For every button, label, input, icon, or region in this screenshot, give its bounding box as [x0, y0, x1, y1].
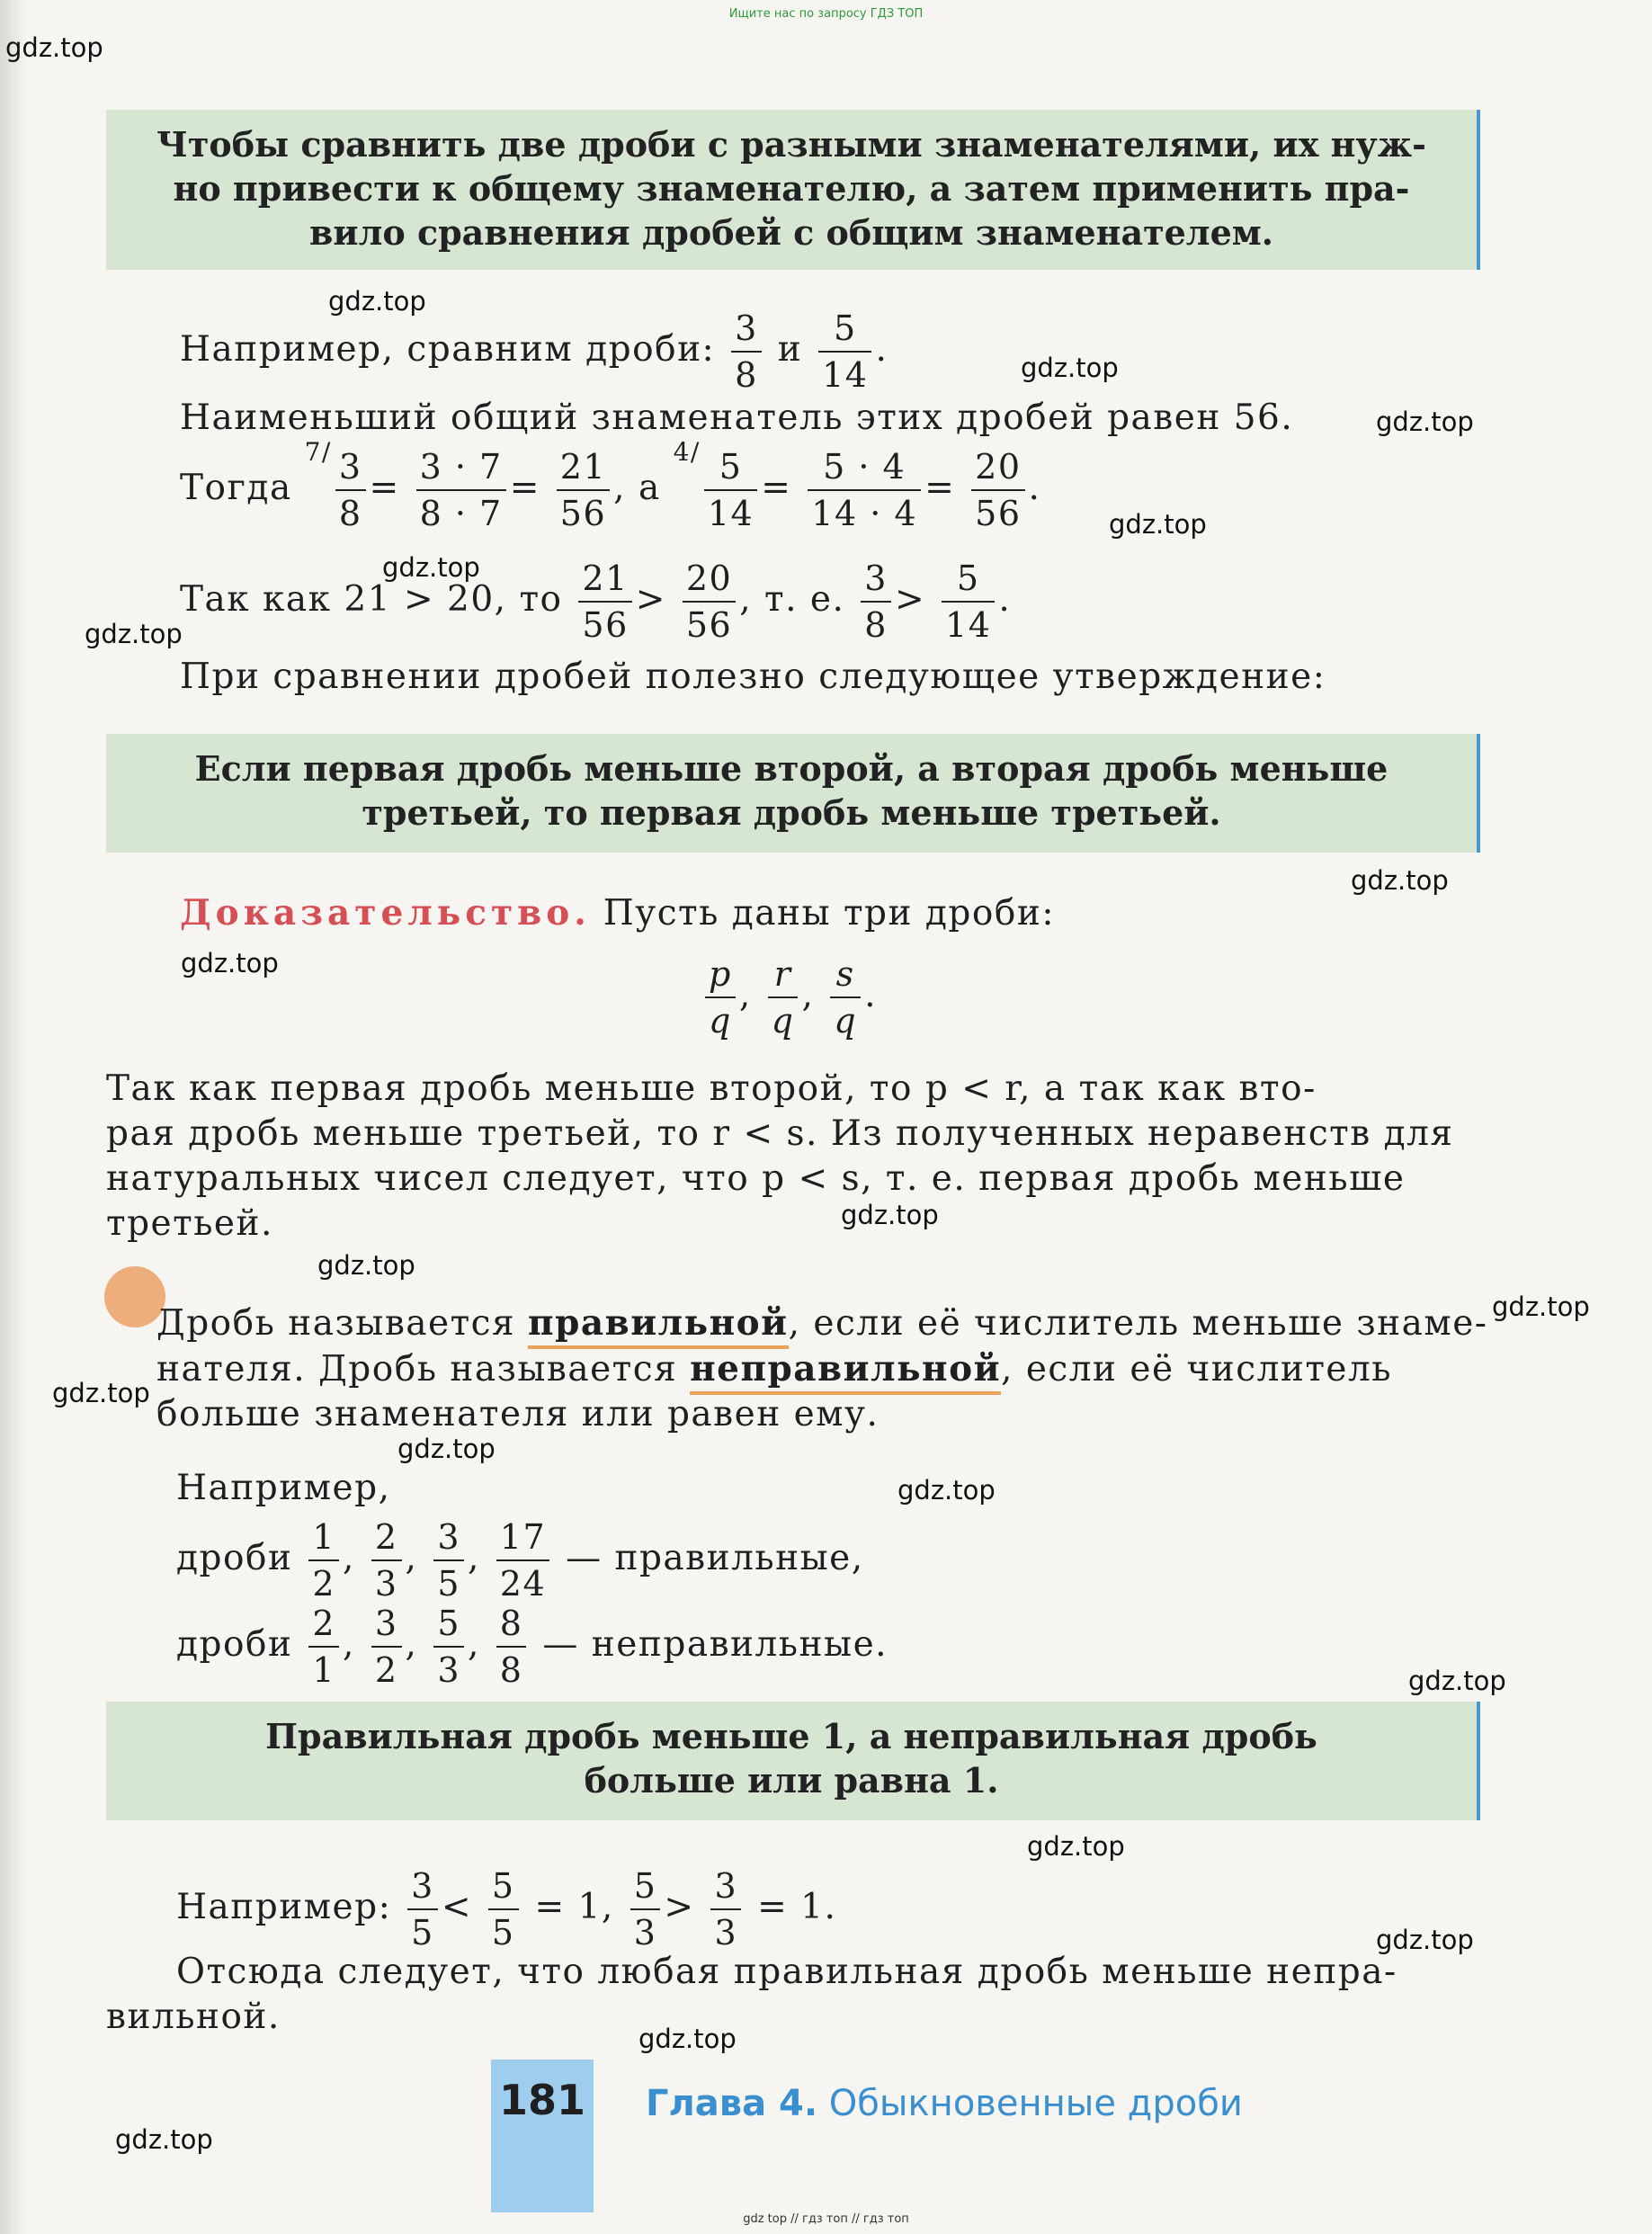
- fraction-5-14: $\frac{5}{14}$: [942, 561, 995, 642]
- chapter-name: Обыкновенные дроби: [828, 2083, 1243, 2124]
- fraction-3-8: $\frac{3}{8}$: [335, 450, 366, 531]
- improper-examples-line: дроби $\frac{2}{1}$ , $\frac{3}{2}$ , $\frac{5}{3}$ , $\frac{8}{8}$ — неправильные.: [176, 1604, 889, 1690]
- multiplier-7: 7/: [304, 437, 332, 467]
- watermark: gdz.top: [5, 32, 103, 63]
- watermark: gdz.top: [897, 1475, 996, 1506]
- conclusion-block: [106, 1950, 1398, 2040]
- conclusion-line: вильной.: [106, 1997, 281, 2037]
- improper-label: — неправильные.: [542, 1624, 889, 1665]
- definition-line: больше знаменателя или равен ему.: [156, 1394, 880, 1434]
- page-edge-shadow: [0, 0, 27, 2234]
- watermark: gdz.top: [1351, 865, 1449, 896]
- fractions-word: дроби: [176, 1624, 293, 1665]
- rule-line: вило сравнения дробей с общим знаменателем.: [309, 212, 1273, 253]
- rule-line: Чтобы сравнить две дроби с разными знаменателями, их нуж-: [156, 124, 1426, 165]
- watermark: gdz.top: [397, 1434, 496, 1464]
- term-improper: неправильной: [690, 1348, 1001, 1395]
- fraction-17-24: $\frac{17}{24}$: [496, 1520, 549, 1601]
- fraction-20-56: $\frac{20}{56}$: [683, 561, 736, 642]
- fraction-3-3: $\frac{3}{3}$: [710, 1869, 741, 1950]
- fraction-3-8: $\frac{3}{8}$: [731, 311, 762, 392]
- fraction-r-q: $\frac{r}{q}$: [768, 957, 799, 1038]
- lcd-line: Наименьший общий знаменатель этих дробей равен 56.: [180, 398, 1294, 438]
- term-proper: правильной: [528, 1302, 789, 1349]
- fraction-1-2: $\frac{1}{2}$: [308, 1520, 339, 1601]
- proof-label: Доказательство.: [180, 892, 591, 934]
- watermark: gdz.top: [115, 2124, 213, 2155]
- fraction-3-5: $\frac{3}{5}$: [407, 1869, 438, 1950]
- watermark: gdz.top: [181, 948, 279, 978]
- top-note: Ищите нас по запросу ГДЗ ТОП: [728, 7, 924, 21]
- since-line: Так как 21 > 20, то $\frac{21}{56}$ > $\frac{20}{56}$ , т. е. $\frac{3}{8}$ > $\frac{5}{14}$ .: [180, 558, 1012, 645]
- watermark: gdz.top: [1376, 1925, 1474, 1955]
- examples-lead: Например,: [176, 1468, 391, 1508]
- equals-one: = 1.: [757, 1887, 837, 1927]
- fraction-3-2: $\frac{3}{2}$: [371, 1606, 402, 1687]
- fraction-3-8: $\frac{3}{8}$: [861, 561, 891, 642]
- fraction-5x4-14x4: $\frac{5 \cdot 4}{14 \cdot 4}$: [808, 450, 921, 531]
- ie-text: , т. е.: [739, 579, 845, 620]
- proof-fractions: $\frac{p}{q}$ , $\frac{r}{q}$ , $\frac{s}{q}$ .: [701, 957, 877, 1038]
- example3-line: Например: $\frac{3}{5}$ < $\frac{5}{5}$ = 1, $\frac{5}{3}$ > $\frac{3}{3}$ = 1.: [176, 1866, 837, 1953]
- multiplier-4: 4/: [673, 437, 701, 467]
- fraction-20-56: $\frac{20}{56}$: [971, 450, 1024, 531]
- then-word: Тогда: [180, 468, 292, 508]
- and-word: , а: [613, 468, 661, 508]
- proof-text: Пусть даны три дроби:: [603, 893, 1055, 934]
- fraction-p-q: $\frac{p}{q}$: [705, 957, 736, 1038]
- rule-line: но привести к общему знаменателю, а затем применить пра-: [173, 168, 1410, 209]
- fraction-5-14: $\frac{5}{14}$: [704, 450, 757, 531]
- watermark: gdz.top: [638, 2024, 737, 2054]
- rule-line: больше или равна 1.: [584, 1760, 999, 1801]
- watermark: gdz.top: [1109, 509, 1207, 540]
- definition-block: [156, 1300, 1487, 1437]
- definition-line: Дробь называется правильной, если её числитель меньше знаме-: [156, 1300, 1487, 1346]
- watermark: gdz.top: [317, 1250, 415, 1281]
- then-line: Тогда $^{7/}$ $\frac{3}{8}$ = $\frac{3 \cdot 7}{8 \cdot 7}$ = $\frac{21}{56}$ , а $^{4/}$ $\frac{5}{14}$ = $\frac{5 \cdot 4}{14 \cdot 4}$ = $\frac{20}{56}$ .: [180, 437, 1041, 533]
- proof-body-line: Так как первая дробь меньше второй, то p < r, а так как вто-: [106, 1068, 1317, 1109]
- fraction-2-3: $\frac{2}{3}$: [371, 1520, 402, 1601]
- proof-body-line: рая дробь меньше третьей, то r < s. Из полученных неравенств для: [106, 1113, 1454, 1154]
- rule-transitivity: [106, 734, 1480, 853]
- fraction-s-q: $\frac{s}{q}$: [830, 957, 861, 1038]
- and-word: и: [777, 329, 803, 370]
- fractions-word: дроби: [176, 1538, 293, 1578]
- watermark: gdz.top: [1027, 1831, 1125, 1862]
- since-text: Так как 21 > 20, то: [180, 579, 563, 620]
- bottom-note: gdz top // гдз топ // гдз топ: [743, 2212, 909, 2226]
- definition-line: нателя. Дробь называется неправильной, если её числитель: [156, 1346, 1487, 1392]
- page-number: 181: [491, 2060, 594, 2212]
- example-lead: Например, сравним дроби:: [180, 329, 716, 370]
- chapter-title: [646, 2083, 1243, 2124]
- watermark: gdz.top: [841, 1200, 939, 1230]
- rule-line: Правильная дробь меньше 1, а неправильная дробь: [265, 1716, 1317, 1756]
- fraction-21-56: $\frac{21}{56}$: [578, 561, 631, 642]
- proof-body-line: натуральных чисел следует, что p < s, т. е. первая дробь меньше: [106, 1158, 1406, 1199]
- fraction-3-5: $\frac{3}{5}$: [433, 1520, 464, 1601]
- fraction-5-3: $\frac{5}{3}$: [630, 1869, 661, 1950]
- rule-proper-improper: [106, 1702, 1480, 1820]
- example-lead: Например:: [176, 1887, 392, 1927]
- watermark: gdz.top: [1492, 1291, 1590, 1322]
- fraction-5-5: $\frac{5}{5}$: [488, 1869, 519, 1950]
- chapter-label: Глава 4.: [646, 2083, 818, 2124]
- conclusion-line: Отсюда следует, что любая правильная дробь меньше непра-: [176, 1952, 1398, 1992]
- watermark: gdz.top: [1021, 353, 1119, 383]
- watermark: gdz.top: [85, 619, 183, 649]
- fraction-5-3: $\frac{5}{3}$: [433, 1606, 464, 1687]
- watermark: gdz.top: [52, 1378, 150, 1408]
- rule-line: третьей, то первая дробь меньше третьей.: [362, 792, 1221, 833]
- example-compare-line: Например, сравним дроби: $\frac{3}{8}$ и $\frac{5}{14}$ .: [180, 308, 889, 395]
- watermark: gdz.top: [1376, 407, 1474, 437]
- useful-statement-line: При сравнении дробей полезно следующее утверждение:: [180, 657, 1326, 697]
- proof-intro-line: [180, 890, 1055, 936]
- fraction-2-1: $\frac{2}{1}$: [308, 1606, 339, 1687]
- proper-label: — правильные,: [566, 1538, 864, 1578]
- fraction-21-56: $\frac{21}{56}$: [557, 450, 610, 531]
- fraction-3x7-8x7: $\frac{3 \cdot 7}{8 \cdot 7}$: [416, 450, 506, 531]
- watermark: gdz.top: [382, 552, 480, 583]
- fraction-8-8: $\frac{8}{8}$: [496, 1606, 527, 1687]
- proper-examples-line: дроби $\frac{1}{2}$ , $\frac{2}{3}$ , $\frac{3}{5}$ , $\frac{17}{24}$ — правильные,: [176, 1517, 864, 1604]
- rule-compare-different-denominators: [106, 110, 1480, 270]
- rule-line: Если первая дробь меньше второй, а вторая дробь меньше: [194, 748, 1389, 789]
- proof-body: [106, 1067, 1453, 1247]
- fraction-5-14: $\frac{5}{14}$: [818, 311, 871, 392]
- watermark: gdz.top: [328, 286, 426, 317]
- equals-one: = 1,: [534, 1887, 614, 1927]
- proof-body-line: третьей.: [106, 1203, 273, 1244]
- watermark: gdz.top: [1408, 1666, 1506, 1696]
